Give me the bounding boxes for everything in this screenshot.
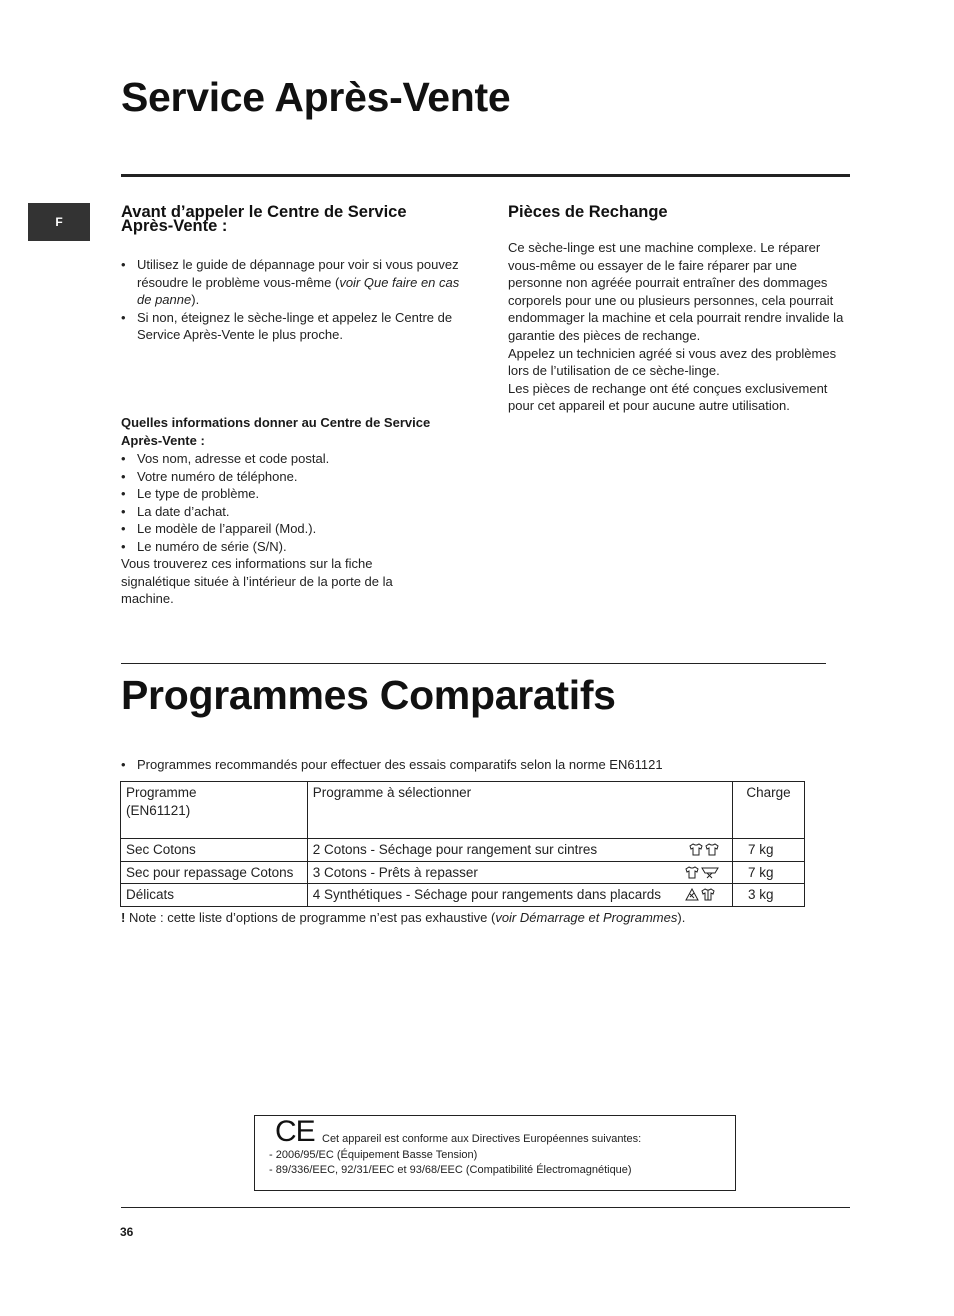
info-item: • Le modèle de l’appareil (Mod.). xyxy=(121,520,466,538)
info-heading: Quelles informations donner au Centre de Service Après-Vente : xyxy=(121,415,431,448)
table-row xyxy=(121,861,805,884)
programmes-intro: • Programmes recommandés pour effectuer des essais comparatifs selon la norme EN61121 xyxy=(121,756,821,774)
cell-charge: 7 kg xyxy=(733,839,805,862)
programmes-table xyxy=(120,781,805,907)
ce-text: Cet appareil est conforme aux Directives Européennes suivantes: xyxy=(322,1133,642,1145)
before-call-item: • Utilisez le guide de dépannage pour voir si vous pouvez résoudre le problème vous-même (voir Que faire en cas de panne). xyxy=(121,256,466,309)
section-divider xyxy=(121,663,826,664)
ce-directive-2: - 89/336/EEC, 92/31/EEC et 93/68/EEC (Compatibilité Électromagnétique) xyxy=(269,1164,632,1176)
footer-divider xyxy=(121,1207,850,1208)
ce-compliance-box xyxy=(254,1115,736,1191)
before-call-list xyxy=(121,256,466,344)
warning-icon: ! xyxy=(121,910,126,925)
parts-paragraph: Les pièces de rechange ont été conçues exclusivement pour cet appareil et pour aucune autre utilisation. xyxy=(508,380,828,414)
parts-heading: Pièces de Rechange xyxy=(508,203,668,221)
header-selection: Programme à sélectionner xyxy=(307,782,732,839)
info-item: • Le numéro de série (S/N). xyxy=(121,538,466,556)
table-row xyxy=(121,839,805,862)
shirt-icon xyxy=(689,843,703,856)
ce-mark-icon: CE xyxy=(275,1115,315,1148)
cell-selection: 2 Cotons - Séchage pour rangement sur cintres xyxy=(307,839,732,862)
cell-selection: 4 Synthétiques - Séchage pour rangements dans placards xyxy=(307,884,732,907)
title-divider xyxy=(121,174,850,177)
programmes-intro-list xyxy=(121,756,821,774)
info-footer: Vous trouverez ces informations sur la fiche signalétique située à l’intérieur de la porte de la machine. xyxy=(121,556,393,607)
cell-programme: Délicats xyxy=(121,884,308,907)
info-item: • La date d’achat. xyxy=(121,503,466,521)
cell-charge: 7 kg xyxy=(733,861,805,884)
cell-charge: 3 kg xyxy=(733,884,805,907)
cell-selection: 3 Cotons - Prêts à repasser xyxy=(307,861,732,884)
programmes-title: Programmes Comparatifs xyxy=(121,672,616,718)
cell-programme: Sec Cotons xyxy=(121,839,308,862)
table-row xyxy=(121,884,805,907)
info-item: • Vos nom, adresse et code postal. xyxy=(121,450,466,468)
shirt-icon xyxy=(705,843,719,856)
parts-body xyxy=(508,239,854,415)
header-charge: Charge xyxy=(733,782,805,839)
info-item: • Votre numéro de téléphone. xyxy=(121,468,466,486)
programmes-note: ! Note : cette liste d’options de programme n’est pas exhaustive (voir Démarrage et Programmes). xyxy=(121,910,686,925)
ce-directive-1: - 2006/95/EC (Équipement Basse Tension) xyxy=(269,1149,478,1161)
before-call-heading: Avant d’appeler le Centre de Service Après-Vente : xyxy=(121,203,407,235)
iron-icon xyxy=(701,866,719,879)
info-item: • Le type de problème. xyxy=(121,485,466,503)
parts-paragraph: Ce sèche-linge est une machine complexe. Le réparer vous-même ou essayer de le faire réparer par une personne non agréée pourrait entraîner des dommages corporels pour une ou plusieurs personnes, cela pourrait endommager la machine et cela pourrait rendre invalide la garantie des pièces de rechange. xyxy=(508,240,844,343)
language-tab: F xyxy=(28,203,90,241)
header-programme: Programme (EN61121) xyxy=(121,782,308,839)
table-header-row xyxy=(121,782,805,839)
cell-programme: Sec pour repassage Cotons xyxy=(121,861,308,884)
before-call-item: • Si non, éteignez le sèche-linge et appelez le Centre de Service Après-Vente le plus proche. xyxy=(121,309,466,344)
info-list xyxy=(121,450,466,556)
shirt-icon xyxy=(685,866,699,879)
page-title: Service Après-Vente xyxy=(121,74,511,120)
folded-shirt-icon xyxy=(701,888,715,901)
page-number: 36 xyxy=(120,1225,134,1239)
parts-paragraph: Appelez un technicien agréé si vous avez des problèmes lors de l’utilisation de ce sèche-linge. xyxy=(508,345,837,379)
delicate-icon xyxy=(685,888,699,901)
